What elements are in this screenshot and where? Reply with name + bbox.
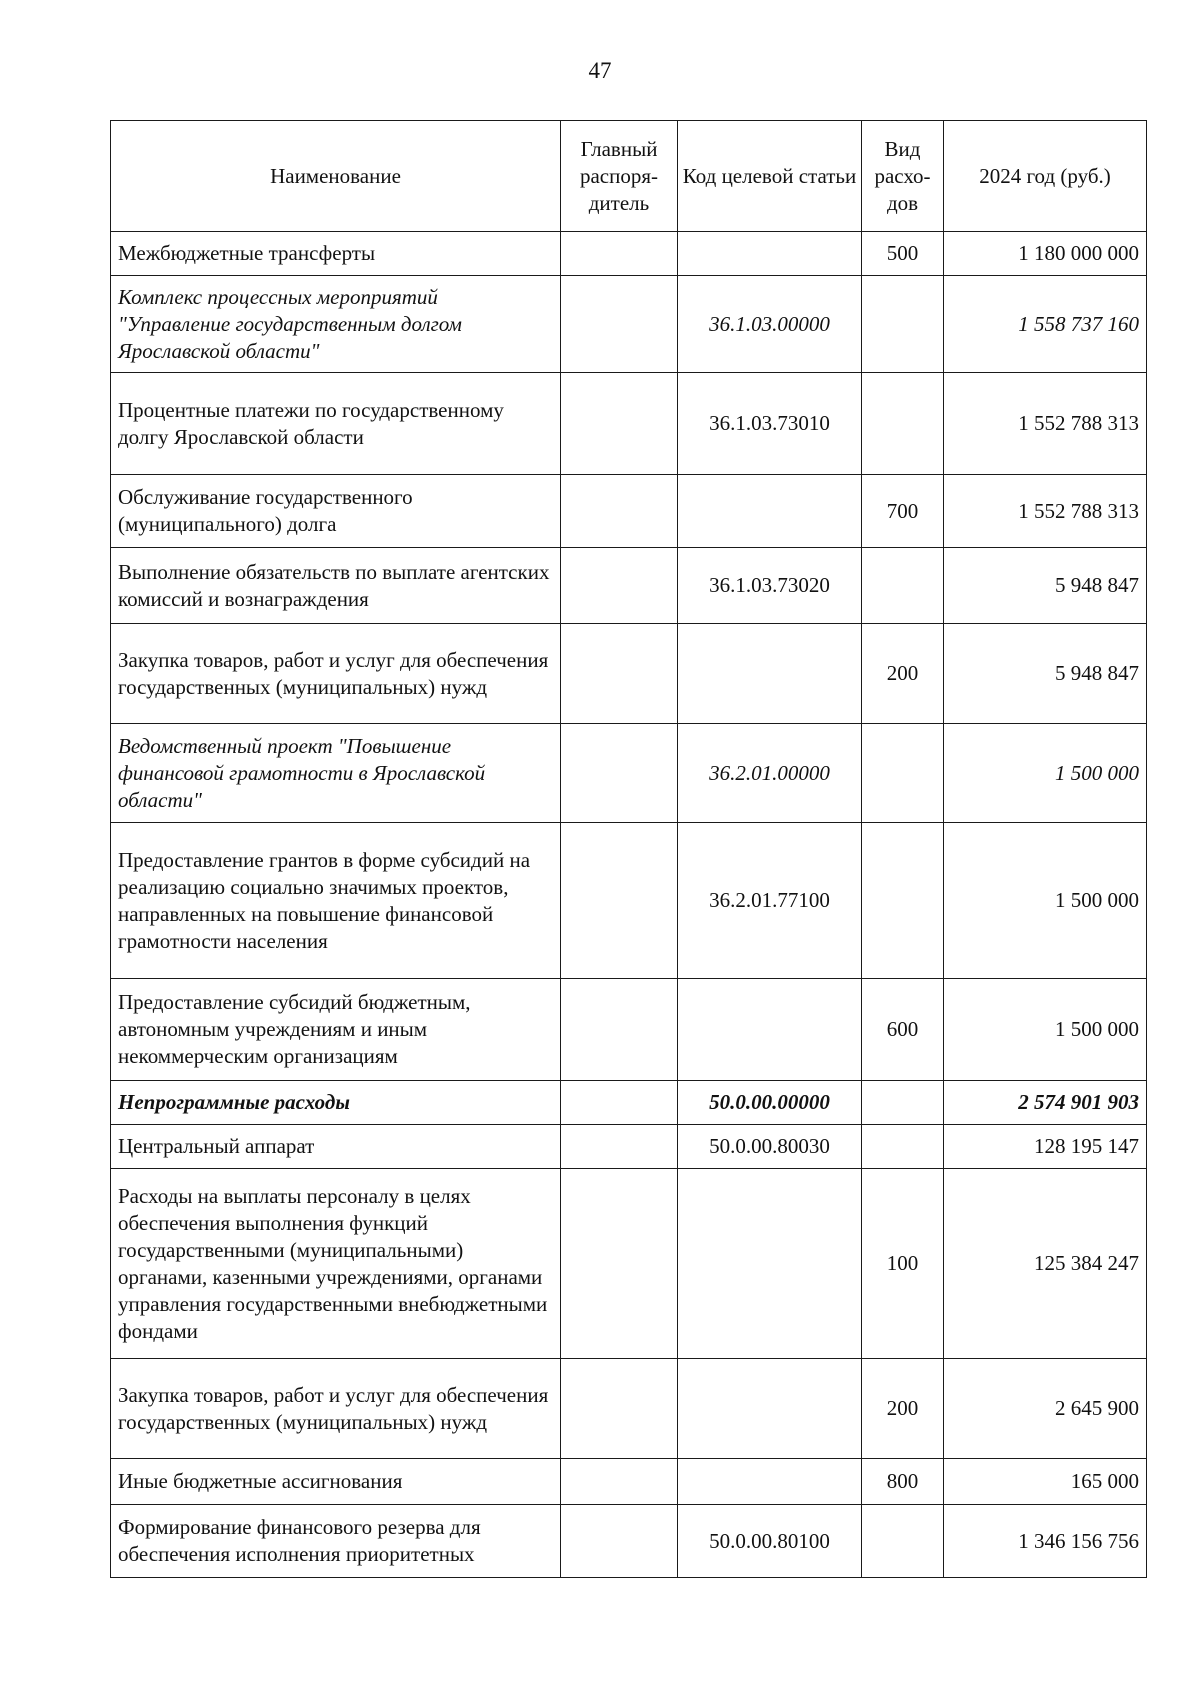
table-row xyxy=(111,1505,1147,1578)
row-expense-type: 800 xyxy=(862,1459,944,1505)
row-main-manager xyxy=(561,232,678,276)
row-name: Закупка товаров, работ и услуг для обеспечения государственных (муниципальных) нужд xyxy=(111,1359,561,1459)
budget-table xyxy=(110,120,1147,1578)
row-main-manager xyxy=(561,548,678,624)
table-body xyxy=(111,232,1147,1578)
table-row xyxy=(111,624,1147,724)
row-main-manager xyxy=(561,1125,678,1169)
row-expense-type xyxy=(862,276,944,373)
row-main-manager xyxy=(561,1081,678,1125)
row-name: Закупка товаров, работ и услуг для обеспечения государственных (муниципальных) нужд xyxy=(111,624,561,724)
row-main-manager xyxy=(561,1169,678,1359)
table-row xyxy=(111,276,1147,373)
table-header-row xyxy=(111,121,1147,232)
table-row xyxy=(111,373,1147,475)
row-main-manager xyxy=(561,1505,678,1578)
table-row xyxy=(111,475,1147,548)
table-row xyxy=(111,823,1147,979)
page-number: 47 xyxy=(588,58,612,83)
row-target-code xyxy=(678,979,862,1081)
table-row xyxy=(111,232,1147,276)
row-target-code xyxy=(678,1169,862,1359)
row-name: Комплекс процессных мероприятий "Управление государственным долгом Ярославской области" xyxy=(111,276,561,373)
header-name: Наименование xyxy=(111,121,561,232)
row-name: Предоставление субсидий бюджетным, автономным учреждениям и иным некоммерческим организациям xyxy=(111,979,561,1081)
table-row xyxy=(111,979,1147,1081)
row-target-code xyxy=(678,1359,862,1459)
row-amount: 1 500 000 xyxy=(944,724,1147,823)
row-amount: 1 500 000 xyxy=(944,979,1147,1081)
row-target-code: 50.0.00.80030 xyxy=(678,1125,862,1169)
row-main-manager xyxy=(561,823,678,979)
row-amount: 1 346 156 756 xyxy=(944,1505,1147,1578)
row-name: Непрограммные расходы xyxy=(111,1081,561,1125)
row-amount: 128 195 147 xyxy=(944,1125,1147,1169)
header-main-manager: Главный распоря-дитель xyxy=(561,121,678,232)
row-amount: 1 180 000 000 xyxy=(944,232,1147,276)
row-target-code: 36.2.01.00000 xyxy=(678,724,862,823)
row-expense-type: 200 xyxy=(862,1359,944,1459)
row-expense-type: 100 xyxy=(862,1169,944,1359)
row-target-code: 36.2.01.77100 xyxy=(678,823,862,979)
row-target-code xyxy=(678,624,862,724)
row-main-manager xyxy=(561,276,678,373)
row-main-manager xyxy=(561,979,678,1081)
row-name: Ведомственный проект "Повышение финансовой грамотности в Ярославской области" xyxy=(111,724,561,823)
row-expense-type xyxy=(862,724,944,823)
row-main-manager xyxy=(561,475,678,548)
table-row xyxy=(111,1081,1147,1125)
row-expense-type xyxy=(862,1125,944,1169)
row-amount: 125 384 247 xyxy=(944,1169,1147,1359)
row-main-manager xyxy=(561,1459,678,1505)
row-amount: 1 500 000 xyxy=(944,823,1147,979)
row-name: Обслуживание государственного (муниципального) долга xyxy=(111,475,561,548)
row-amount: 1 552 788 313 xyxy=(944,475,1147,548)
row-amount: 1 558 737 160 xyxy=(944,276,1147,373)
row-amount: 5 948 847 xyxy=(944,548,1147,624)
row-target-code: 50.0.00.00000 xyxy=(678,1081,862,1125)
row-name: Формирование финансового резерва для обеспечения исполнения приоритетных xyxy=(111,1505,561,1578)
row-name: Предоставление грантов в форме субсидий на реализацию социально значимых проектов, направленных на повышение финансовой грамотности населения xyxy=(111,823,561,979)
row-target-code xyxy=(678,232,862,276)
row-main-manager xyxy=(561,373,678,475)
row-name: Процентные платежи по государственному долгу Ярославской области xyxy=(111,373,561,475)
row-target-code xyxy=(678,475,862,548)
row-target-code: 36.1.03.73020 xyxy=(678,548,862,624)
row-name: Расходы на выплаты персоналу в целях обеспечения выполнения функций государственными (муниципальными) органами, казенными учреждениями, органами управления государственными внебюджетными фондами xyxy=(111,1169,561,1359)
row-expense-type: 600 xyxy=(862,979,944,1081)
row-expense-type xyxy=(862,373,944,475)
row-target-code: 36.1.03.00000 xyxy=(678,276,862,373)
table-row xyxy=(111,1125,1147,1169)
row-target-code xyxy=(678,1459,862,1505)
row-expense-type: 200 xyxy=(862,624,944,724)
row-expense-type xyxy=(862,823,944,979)
row-target-code: 50.0.00.80100 xyxy=(678,1505,862,1578)
row-name: Иные бюджетные ассигнования xyxy=(111,1459,561,1505)
header-expense-type: Вид расхо-дов xyxy=(862,121,944,232)
row-expense-type xyxy=(862,548,944,624)
row-expense-type xyxy=(862,1505,944,1578)
row-target-code: 36.1.03.73010 xyxy=(678,373,862,475)
row-amount: 1 552 788 313 xyxy=(944,373,1147,475)
row-amount: 2 574 901 903 xyxy=(944,1081,1147,1125)
table-row xyxy=(111,548,1147,624)
row-amount: 165 000 xyxy=(944,1459,1147,1505)
row-expense-type xyxy=(862,1081,944,1125)
row-name: Центральный аппарат xyxy=(111,1125,561,1169)
row-main-manager xyxy=(561,624,678,724)
row-expense-type: 500 xyxy=(862,232,944,276)
table-row xyxy=(111,1169,1147,1359)
row-main-manager xyxy=(561,724,678,823)
row-name: Межбюджетные трансферты xyxy=(111,232,561,276)
header-target-code: Код целевой статьи xyxy=(678,121,862,232)
header-year-2024: 2024 год (руб.) xyxy=(944,121,1147,232)
row-amount: 2 645 900 xyxy=(944,1359,1147,1459)
row-name: Выполнение обязательств по выплате агентских комиссий и вознаграждения xyxy=(111,548,561,624)
row-main-manager xyxy=(561,1359,678,1459)
table-row xyxy=(111,1459,1147,1505)
table-row xyxy=(111,1359,1147,1459)
table-row xyxy=(111,724,1147,823)
row-expense-type: 700 xyxy=(862,475,944,548)
row-amount: 5 948 847 xyxy=(944,624,1147,724)
